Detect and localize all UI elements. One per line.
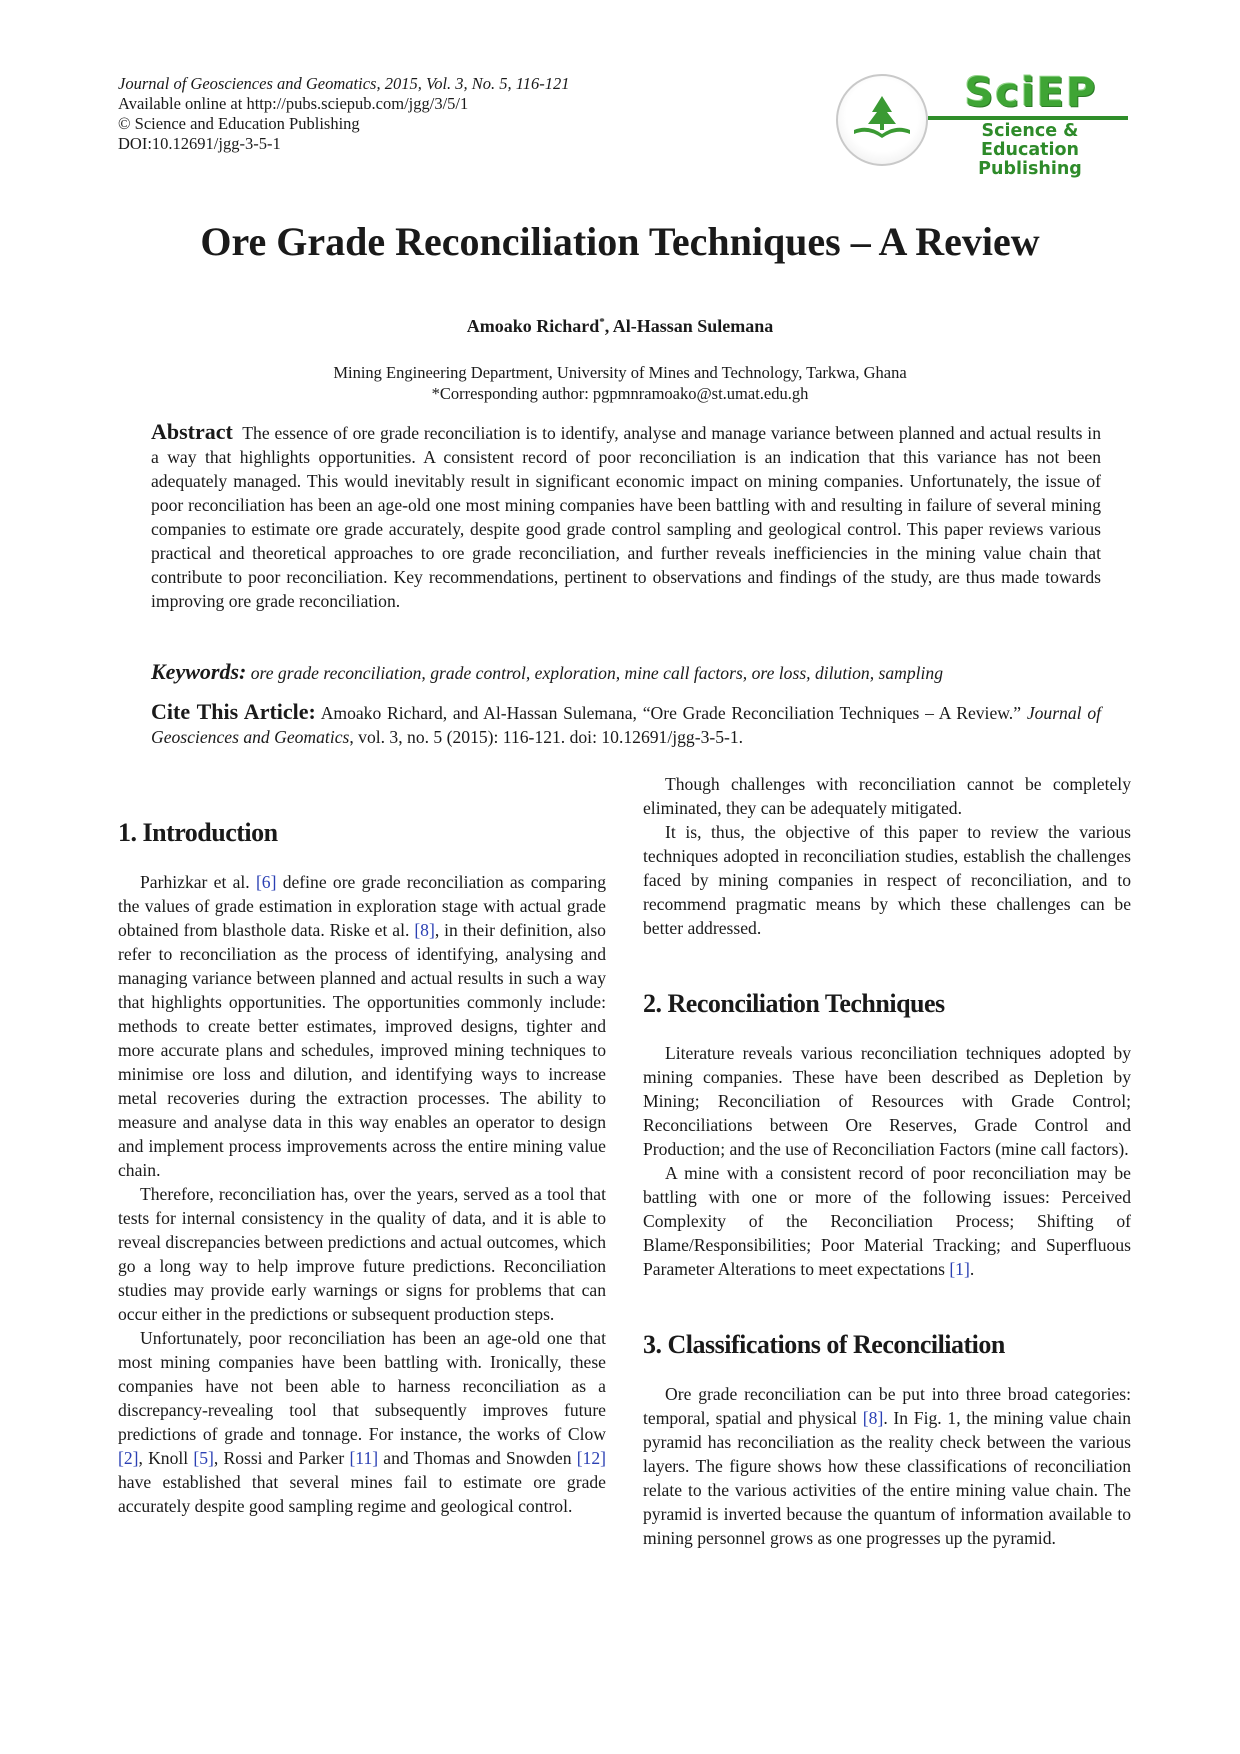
text-run: and Thomas and Snowden — [383, 1448, 572, 1468]
keywords — [151, 660, 1101, 685]
journal-citation: Journal of Geosciences and Geomatics, 2015, Vol. 3, No. 5, 116-121 — [118, 74, 570, 93]
spacer — [118, 848, 606, 870]
affiliation — [0, 362, 1240, 404]
techniques-paragraph-1: Literature reveals various reconciliation techniques adopted by mining companies. These have been described as Depletion by Mining; Reconciliation of Resources with Grade Control; Reconciliations between Ore Reserves, Grade Control and Production; and the use of Reconciliation Factors (mine call factors). — [643, 1043, 1131, 1159]
cite-journal: Journal of Geosciences and Geomatics — [151, 703, 1102, 747]
author-rest: , Al-Hassan Sulemana — [604, 316, 774, 336]
author-first: Amoako Richard — [466, 316, 600, 336]
citation-link-1[interactable]: [1] — [949, 1259, 970, 1279]
logo-emblem — [836, 74, 928, 166]
techniques-paragraph-2 — [643, 1161, 1131, 1281]
text-run: . In Fig. 1, the mining value chain pyramid has reconciliation as the reality check between the various layers. The figure shows how these classifications of reconciliation relate to the various activities of the entire mining value chain. The pyramid is inverted because the quantum of information available to mining personnel grows as one progresses up the pyramid. — [643, 1408, 1132, 1548]
abstract — [151, 420, 1101, 613]
abstract-label: Abstract — [151, 419, 233, 444]
text-run: Parhizkar et al. — [140, 872, 250, 892]
intro-paragraph-1 — [118, 870, 606, 1182]
text-run: , Rossi and Parker — [213, 1448, 345, 1468]
spacer — [643, 1360, 1131, 1382]
keywords-text: ore grade reconciliation, grade control, exploration, mine call factors, ore loss, dilution, sampling — [250, 663, 944, 683]
text-run: define ore grade reconciliation as comparing the values of grade estimation in exploration stage with actual grade obtained from blasthole data. Riske et al. — [118, 872, 606, 940]
text-run: , Knoll — [138, 1448, 189, 1468]
citation-link-12[interactable]: [12] — [576, 1448, 606, 1468]
publisher-logo — [836, 70, 1136, 179]
spacer — [643, 1019, 1131, 1041]
citation-link-8b[interactable]: [8] — [862, 1408, 884, 1428]
intro-paragraph-3 — [118, 1326, 606, 1518]
citation-link-11[interactable]: [11] — [349, 1448, 379, 1468]
spacer — [118, 772, 606, 818]
logo-brand: SciEP — [964, 70, 1098, 116]
intro-paragraph-4: Though challenges with reconciliation cannot be completely eliminated, they can be adequately mitigated. — [643, 774, 1131, 818]
intro-paragraph-5: It is, thus, the objective of this paper to review the various techniques adopted in reconciliation studies, establish the challenges faced by mining companies in respect of reconciliation, and to recommend pragmatic means by which these challenges can be better addressed. — [643, 822, 1131, 938]
available-online: Available online at http://pubs.sciepub.com/jgg/3/5/1 — [118, 94, 469, 113]
cite-text-a: Amoako Richard, and Al-Hassan Sulemana, “Ore Grade Reconciliation Techniques – A Review.” — [320, 703, 1022, 723]
section-heading-classifications: 3. Classifications of Reconciliation — [643, 1330, 1005, 1359]
intro-paragraph-2: Therefore, reconciliation has, over the years, served as a tool that tests for internal consistency in the quality of data, and it is able to reveal discrepancies between predictions and actual outcomes, which go a long way to help improve future predictions. Reconciliation studies may provide early warnings or signs for problems that can occur either in the predictions or subsequent production steps. — [118, 1184, 606, 1324]
authors — [0, 316, 1240, 337]
text-run: , in their definition, also refer to reconciliation as the process of identifying, analysing and managing variance between planned and actual results in such a way that highlights opportunities. The opportunities commonly include: methods to create better estimates, improved designs, tighter and more accurate plans and schedules, improved mining techniques to minimise ore loss and dilution, and identifying ways to increase metal recoveries during the extraction processes. The ability to measure and analyse data in this way enables an operator to design and implement process improvements across the entire mining value chain. — [118, 920, 606, 1180]
logo-rule — [928, 116, 1128, 120]
text-run: . — [969, 1259, 975, 1279]
spacer — [643, 1281, 1131, 1330]
department: Mining Engineering Department, University of Mines and Technology, Tarkwa, Ghana — [333, 363, 907, 382]
text-run: A mine with a consistent record of poor reconciliation may be battling with one or more of the following issues: Perceived Complexity of the Reconciliation Process; Shifting of Blame/Responsibilities; Poor Material Tracking; and Superfluous Parameter Alterations to meet expectations — [643, 1163, 1131, 1279]
citation-link-2[interactable]: [2] — [118, 1448, 139, 1468]
cite-label: Cite This Article: — [151, 699, 316, 724]
citation-link-5[interactable]: [5] — [193, 1448, 214, 1468]
copyright-line: © Science and Education Publishing — [118, 114, 360, 133]
right-column — [643, 772, 1131, 1550]
corresponding-mark: * — [599, 316, 605, 328]
text-run: have established that several mines fail to estimate ore grade accurately despite good sampling regime and geological control. — [118, 1472, 606, 1516]
text-run: Unfortunately, poor reconciliation has been an age-old one that most mining companies have been battling with. Ironically, these companies have not been able to harness reconciliation as a discrepancy-revealing tool that subsequently improves future predictions of grade and tonnage. For instance, the works of Clow — [118, 1328, 606, 1444]
citation-link-8[interactable]: [8] — [414, 920, 435, 940]
section-heading-introduction: 1. Introduction — [118, 818, 278, 847]
doi-line: DOI:10.12691/jgg-3-5-1 — [118, 134, 281, 153]
article-title: Ore Grade Reconciliation Techniques – A Review — [200, 219, 1040, 264]
keywords-label: Keywords: — [151, 659, 247, 684]
section-heading-techniques: 2. Reconciliation Techniques — [643, 989, 945, 1018]
logo-subtitle — [932, 122, 1128, 179]
abstract-text: The essence of ore grade reconciliation is to identify, analyse and manage variance between planned and actual results in a way that highlights opportunities. A consistent record of poor reconciliation is an indication that this variance has not been adequately managed. This would inevitably result in significant economic impact on mining companies. Unfortunately, the issue of poor reconciliation has been an age-old one most mining companies have been battling with and resulting in failure of several mining companies to estimate ore grade accurately, despite good grade control sampling and geological control. This paper reviews various practical and theoretical approaches to ore grade reconciliation, and further reveals inefficiencies in the mining value chain that contribute to poor reconciliation. Key recommendations, pertinent to observations and findings of the study, are thus made towards improving ore grade reconciliation. — [151, 423, 1101, 611]
left-column — [118, 772, 606, 1518]
logo-subtitle-line2: Publishing — [978, 159, 1082, 179]
text-run: Ore grade reconciliation can be put into three broad categories: temporal, spatial and physical — [643, 1384, 1131, 1428]
cite-this-article — [151, 700, 1101, 749]
spacer — [643, 940, 1131, 989]
citation-link-6[interactable]: [6] — [255, 872, 277, 892]
logo-subtitle-line1: Science & Education — [981, 121, 1079, 160]
cite-text-b: , vol. 3, no. 5 (2015): 116-121. doi: 10.12691/jgg-3-5-1. — [349, 727, 744, 747]
journal-info — [118, 74, 570, 154]
tree-book-icon — [852, 94, 912, 146]
corresponding-author: *Corresponding author: pgpmnramoako@st.umat.edu.gh — [431, 384, 809, 403]
classifications-paragraph-1 — [643, 1382, 1131, 1550]
